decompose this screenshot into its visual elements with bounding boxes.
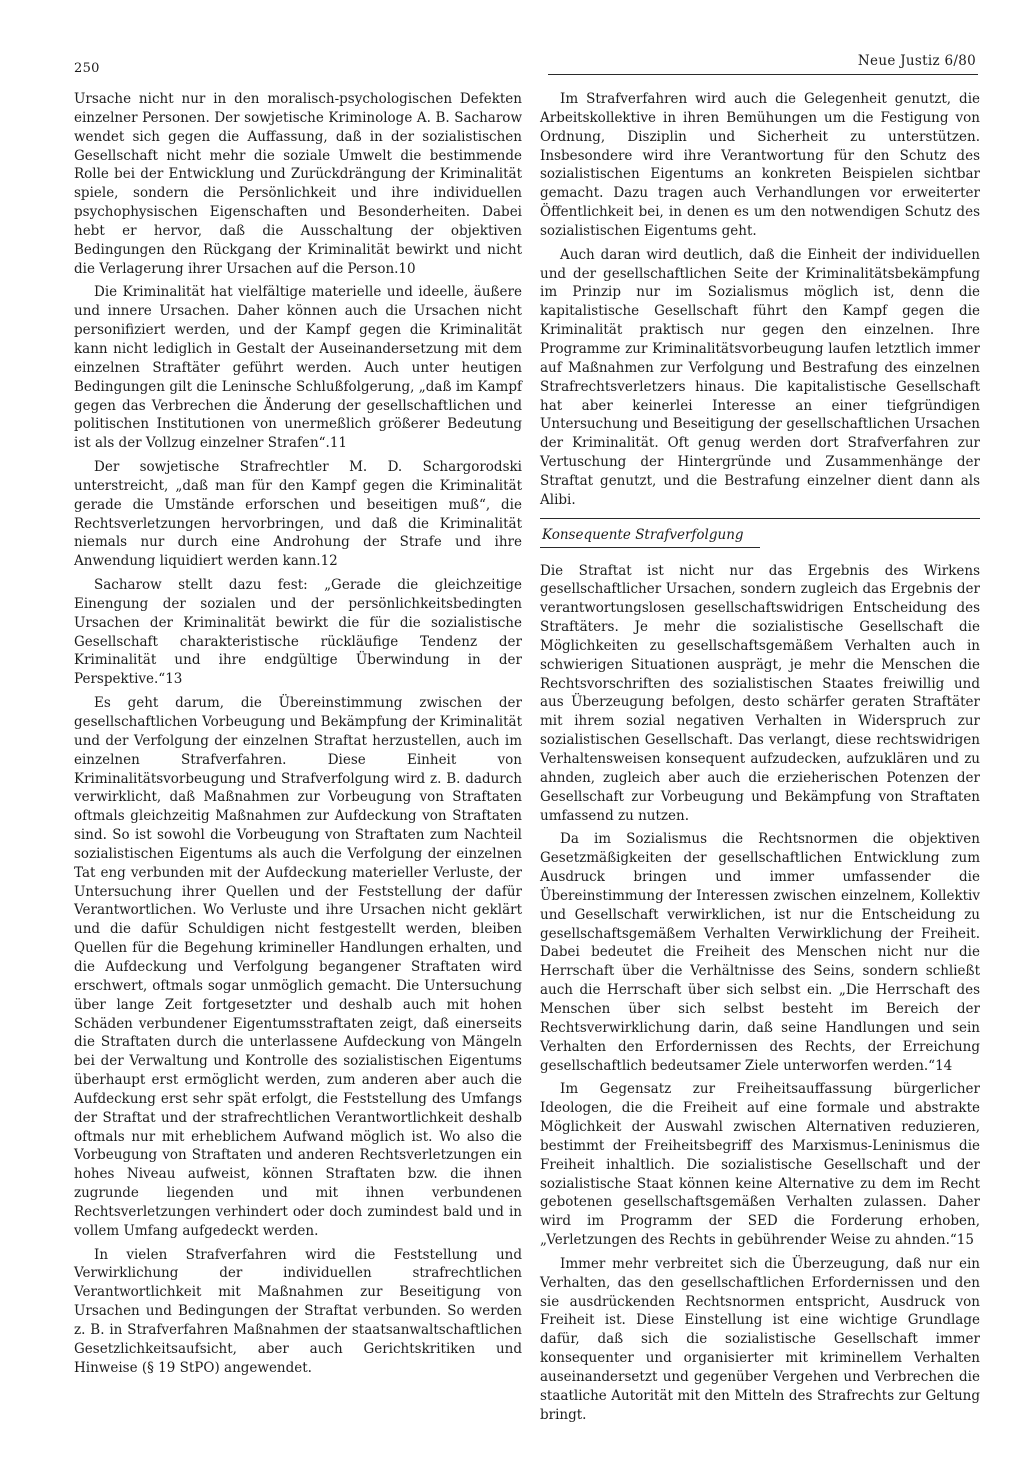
paragraph: Im Gegensatz zur Freiheitsauffassung bürgerlicher Ideologen, die die Freiheit auf eine formale und abstrakte Möglichkeit der Auswahl zwischen Alternativen reduzieren, bestimmt der Freiheitsbegriff des Marxismus-Leninismus die Freiheit inhaltlich. Die sozialistische Gesellschaft und der sozialistische Staat können keine Alternative zu dem im Recht gebotenen gesellschaftsgemäßen Verhalten zulassen. Daher wird im Programm der SED die Forderung erhoben, „Verletzungen des Rechts in gebührender Weise zu ahnden.“15 bbox=[540, 1081, 980, 1249]
section-heading: Konsequente Strafverfolgung bbox=[542, 526, 744, 543]
header-rule bbox=[548, 74, 978, 75]
page-header bbox=[0, 0, 1024, 80]
section-heading-block bbox=[540, 518, 980, 548]
section-rule bbox=[540, 518, 980, 519]
paragraph: Auch daran wird deutlich, daß die Einheit der individuellen und der gesellschaftlichen Seite der Kriminalitätsbekämpfung im Prinzip nur im Sozialismus möglich ist, denn die kapitalistische Gesellschaft führt den Kampf gegen die Kriminalität praktisch nur gegen den einzelnen. Ihre Programme zur Kriminalitätsvorbeugung laufen letztlich immer auf Maßnahmen zur Verfolgung und Bestrafung des einzelnen Strafrechtsverletzers hinaus. Die kapitalistische Gesellschaft hat aber keinerlei Interesse an einer tiefgründigen Untersuchung und Beseitigung der gesellschaftlichen Ursachen der Kriminalität. Oft genug werden dort Strafverfahren zur Vertuschung der Hintergründe und Zusammenhänge der Straftat genutzt, und die Bestrafung einzelner dient dann als Alibi. bbox=[540, 246, 980, 508]
paragraph: Immer mehr verbreitet sich die Überzeugung, daß nur ein Verhalten, das den gesellschaftlichen Erfordernissen und den sie ausdrückenden Rechtsnormen entspricht, Ausdruck von Freiheit ist. Diese Einstellung ist eine wichtige Grundlage dafür, daß sich die sozialistische Gesellschaft immer konsequenter und organisierter mit kriminellem Verhalten auseinandersetzt und gegenüber Vergehen und Verbrechen die staatliche Autorität mit den Mitteln des Strafrechts zur Geltung bringt. bbox=[540, 1255, 980, 1423]
journal-reference: Neue Justiz 6/80 bbox=[857, 53, 976, 69]
paragraph: In vielen Strafverfahren wird die Feststellung und Verwirklichung der individuellen strafrechtlichen Verantwortlichkeit mit Maßnahmen zur Beseitigung von Ursachen und Bedingungen der Straftat verbunden. So werden z. B. in Strafverfahren Maßnahmen der staatsanwaltschaftlichen Gesetzlichkeitsaufsicht, aber auch Gerichtskritiken und Hinweise (§ 19 StPO) angewendet. bbox=[74, 1246, 522, 1376]
paragraph: Die Straftat ist nicht nur das Ergebnis des Wirkens gesellschaftlicher Ursachen, sondern zugleich das Ergebnis der verantwortungslosen gesellschaftswidrigen Entscheidung des Straftäters. Je mehr die sozialistische Gesellschaft die Möglichkeiten zu gesellschaftsgemäßem Verhalten auch in schwierigen Situationen ausprägt, je mehr die Menschen die Rechtsvorschriften des sozialistischen Staates freiwillig und aus Überzeugung befolgen, desto schärfer geraten Straftäter mit ihrem sozial negativen Verhalten in Widerspruch zur sozialistischen Gesellschaft. Das verlangt, diese rechtswidrigen Verhaltensweisen konsequent aufzudecken, aufzuklären und zu ahnden, zugleich aber auch die erzieherischen Potenzen der Gesellschaft zur Vorbeugung und Bekämpfung von Straftaten umfassend zu nutzen. bbox=[540, 562, 980, 824]
left-column bbox=[74, 90, 522, 1383]
paragraph: Im Strafverfahren wird auch die Gelegenheit genutzt, die Arbeitskollektive in ihren Bemühungen um die Festigung von Ordnung, Disziplin und Sicherheit zu unterstützen. Insbesondere wird ihre Verantwortung für den Schutz des sozialistischen Eigentums an konkreten Beispielen sichtbar gemacht. Dazu tragen auch Verhandlungen vor erweiterter Öffentlichkeit bei, in denen es um den notwendigen Schutz des sozialistischen Eigentums geht. bbox=[540, 91, 980, 239]
heading-underline bbox=[540, 547, 760, 548]
paragraph: Sacharow stellt dazu fest: „Gerade die gleichzeitige Einengung der sozialen und der persönlichkeitsbedingten Ursachen der Kriminalität bewirkt die für die sozialistische Gesellschaft charakteristische rückläufige Tendenz der Kriminalität und ihre endgültige Überwindung in der Perspektive.“13 bbox=[74, 577, 522, 688]
paragraph: Es geht darum, die Übereinstimmung zwischen der gesellschaftlichen Vorbeugung und Bekämpfung der Kriminalität und der Verfolgung der einzelnen Straftat herzustellen, auch im einzelnen Strafverfahren. Diese Einheit von Kriminalitätsvorbeugung und Strafverfolgung wird z. B. dadurch verwirklicht, daß Maßnahmen zur Vorbeugung von Straftaten oftmals gleichzeitig Maßnahmen zur Aufdeckung von Straftaten sind. So ist sowohl die Vorbeugung von Straftaten zum Nachteil sozialistischen Eigentums als auch die Verfolgung der einzelnen Tat eng verbunden mit der Aufdeckung materieller Verluste, der Untersuchung ihrer Quellen und der Feststellung der dafür Verantwortlichen. Wo Verluste und ihre Ursachen nicht geklärt und die dafür Schuldigen nicht festgestellt werden, bleiben Quellen für die Begehung krimineller Handlungen erhalten, und die Aufdeckung und Verfolgung begangener Straftaten wird erschwert, oftmals sogar unmöglich gemacht. Die Untersuchung über lange Zeit fortgesetzter und deshalb auch mit hohen Schäden verbundener Eigentumsstraftaten zeigt, daß einerseits die Straftaten durch die unterlassene Aufdeckung von Mängeln bei der Verwaltung und Kontrolle des sozialistischen Eigentums überhaupt erst ermöglicht werden, zum anderen aber auch die Aufdeckung erst sehr spät erfolgt, die Feststellung des Umfangs der Straftat und der strafrechtlichen Verantwortlichkeit deshalb oftmals nur mit erheblichem Aufwand möglich ist. Wo also die Vorbeugung von Straftaten und anderen Rechtsverletzungen ein hohes Niveau aufweist, können Straftaten bzw. die ihnen zugrunde liegenden und mit ihnen verbundenen Rechtsverletzungen verhindert oder doch zumindest bald und in vollem Umfang aufgedeckt werden. bbox=[74, 695, 522, 1239]
page-number: 250 bbox=[74, 61, 100, 76]
right-column bbox=[540, 90, 980, 1430]
paragraph: Ursache nicht nur in den moralisch-psychologischen Defekten einzelner Personen. Der sowjetische Kriminologe A. B. Sacharow wendet sich gegen die Auffassung, daß in der sozialistischen Gesellschaft nicht mehr die soziale Umwelt die bestimmende Rolle bei der Entwicklung und Zurückdrängung der Kriminalität spiele, sondern die Persönlichkeit und ihre individuellen psychophysischen Eigenschaften und Besonderheiten. Dabei hebt er hervor, daß die Ausschaltung der objektiven Bedingungen den Rückgang der Kriminalität bewirkt und nicht die Verlagerung ihrer Ursachen auf die Person.10 bbox=[74, 91, 522, 277]
paragraph: Die Kriminalität hat vielfältige materielle und ideelle, äußere und innere Ursachen. Daher können auch die Ursachen nicht personifiziert werden, und der Kampf gegen die Kriminalität kann nicht lediglich in Gestalt der Auseinandersetzung mit dem einzelnen Straftäter geführt werden. Auch unter heutigen Bedingungen gilt die Leninsche Schlußfolgerung, „daß im Kampf gegen das Verbrechen die Änderung der gesellschaftlichen und politischen Institutionen von unermeßlich größerer Bedeutung ist als der Vollzug einzelner Strafen“.11 bbox=[74, 284, 522, 452]
paragraph: Da im Sozialismus die Rechtsnormen die objektiven Gesetzmäßigkeiten der gesellschaftlichen Entwicklung zum Ausdruck bringen und immer umfassender die Übereinstimmung der Interessen zwischen einzelnem, Kollektiv und Gesellschaft verwirklichen, ist nur die Entscheidung zu gesellschaftsgemäßem Verhalten Verwirklichung der Freiheit. Dabei bedeutet die Freiheit des Menschen nicht nur die Herrschaft über die Verhältnisse des Seins, sondern schließt auch die Herrschaft über sich selbst ein. „Die Herrschaft des Menschen über sich selbst besteht im Bereich der Rechtsverwirklichung darin, daß seine Handlungen und sein Verhalten den Erfordernissen des Rechts, der Erreichung gesellschaftlich bedeutsamer Ziele unterworfen werden.“14 bbox=[540, 831, 980, 1074]
paragraph: Der sowjetische Strafrechtler M. D. Schargorodski unterstreicht, „daß man für den Kampf gegen die Kriminalität gerade die Umstände erforschen und beseitigen muß“, die Rechtsverletzungen hervorbringen, und daß die Kriminalität niemals nur durch eine Androhung der Strafe und ihre Anwendung liquidiert werden kann.12 bbox=[74, 459, 522, 570]
